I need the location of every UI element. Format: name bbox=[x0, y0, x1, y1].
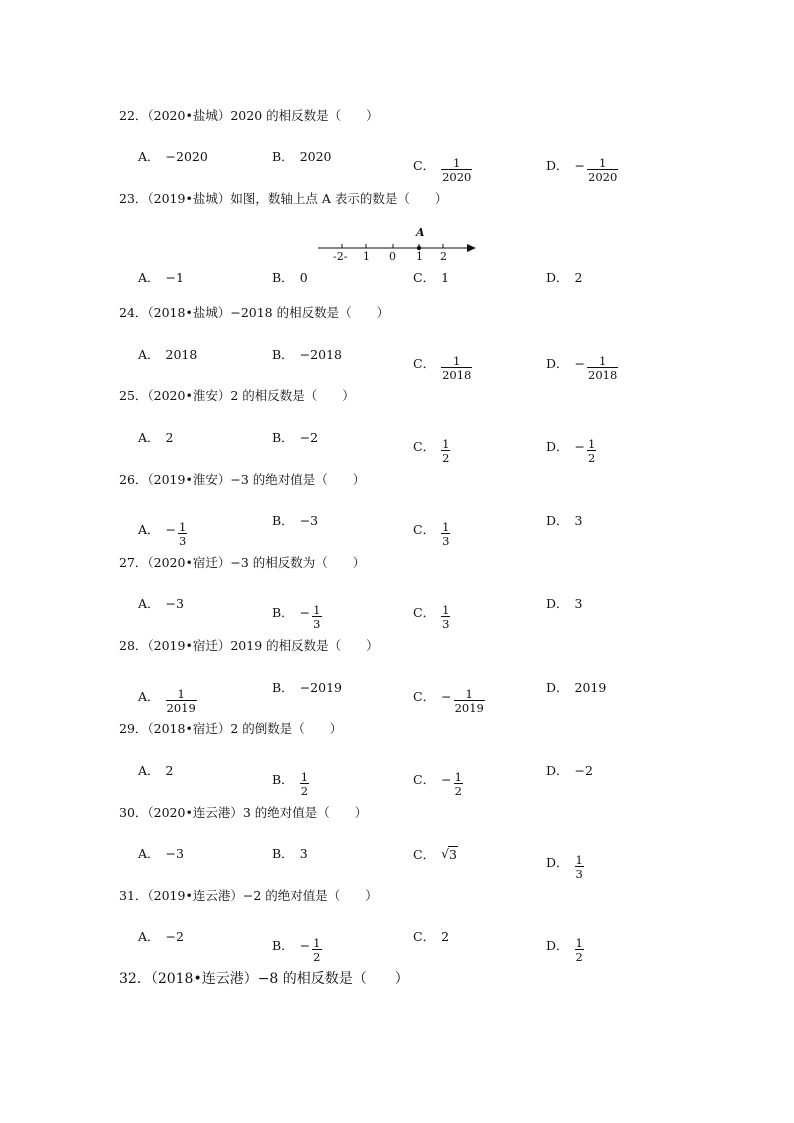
fraction-numerator: 1 bbox=[453, 156, 461, 170]
option-a bbox=[138, 929, 184, 945]
number-line-figure bbox=[316, 222, 486, 262]
option-label: D． bbox=[546, 596, 569, 611]
option-label: D． bbox=[546, 855, 569, 870]
fraction-denominator: 3 bbox=[442, 534, 450, 548]
fraction bbox=[300, 771, 309, 797]
option-label: D． bbox=[546, 938, 569, 953]
option-a bbox=[138, 846, 184, 862]
question-26-options bbox=[0, 513, 794, 548]
question-24-stem: 24．（2018•盐城）−2018 的相反数是（ ） bbox=[119, 305, 390, 320]
option-c bbox=[413, 270, 449, 286]
option-a bbox=[138, 347, 197, 363]
option-label: C． bbox=[413, 522, 436, 537]
fraction-numerator: 1 bbox=[598, 354, 607, 368]
fraction-numerator: 1 bbox=[575, 853, 583, 867]
option-label: B． bbox=[272, 680, 294, 695]
option-value: 2018 bbox=[165, 347, 198, 362]
fraction bbox=[441, 521, 450, 547]
option-value: 2 bbox=[165, 430, 174, 445]
radicand: 3 bbox=[449, 847, 457, 862]
option-label: D． bbox=[546, 439, 569, 454]
fraction-denominator: 3 bbox=[179, 534, 187, 548]
option-b bbox=[272, 270, 308, 286]
option-label: A． bbox=[138, 689, 160, 704]
option-a bbox=[138, 596, 184, 612]
fraction-numerator: 1 bbox=[465, 687, 473, 701]
fraction-denominator: 2 bbox=[300, 784, 309, 798]
fraction-denominator: 2 bbox=[442, 451, 450, 465]
option-d bbox=[546, 846, 584, 880]
fraction-denominator: 2 bbox=[454, 784, 462, 798]
option-c bbox=[413, 846, 458, 863]
option-d bbox=[546, 149, 618, 183]
option-label: C． bbox=[413, 689, 436, 704]
option-a bbox=[138, 680, 197, 714]
question-27-stem: 27．（2020•宿迁）−3 的相反数为（ ） bbox=[119, 555, 366, 570]
fraction bbox=[454, 688, 485, 714]
option-d bbox=[546, 347, 618, 381]
option-label: D． bbox=[546, 158, 569, 173]
option-value: 1 bbox=[441, 270, 450, 285]
option-b bbox=[272, 596, 322, 630]
fraction-denominator: 2 bbox=[313, 950, 321, 964]
option-label: B． bbox=[272, 605, 294, 620]
fraction-numerator: 1 bbox=[442, 437, 450, 451]
option-b bbox=[272, 846, 308, 862]
tick-label: 1 bbox=[363, 250, 370, 262]
option-b bbox=[272, 430, 318, 446]
fraction-numerator: 1 bbox=[588, 437, 596, 451]
question-28-stem: 28．（2019•宿迁）2019 的相反数是（ ） bbox=[119, 638, 379, 653]
option-label: B． bbox=[272, 347, 294, 362]
option-value: 2020 bbox=[299, 149, 332, 164]
option-label: D． bbox=[546, 513, 569, 528]
option-a bbox=[138, 149, 208, 165]
option-value: 0 bbox=[299, 270, 308, 285]
option-a bbox=[138, 513, 187, 547]
option-label: C． bbox=[413, 772, 436, 787]
minus-sign: − bbox=[574, 356, 586, 371]
question-27-options bbox=[0, 596, 794, 631]
fraction bbox=[178, 521, 187, 547]
option-label: C． bbox=[413, 439, 436, 454]
option-label: C． bbox=[413, 605, 436, 620]
fraction-numerator: 1 bbox=[179, 520, 187, 534]
option-label: A． bbox=[138, 347, 160, 362]
fraction-numerator: 1 bbox=[575, 936, 583, 950]
option-label: D． bbox=[546, 763, 569, 778]
fraction-denominator: 2020 bbox=[588, 170, 618, 184]
option-b bbox=[272, 763, 309, 797]
option-value: 3 bbox=[574, 596, 583, 611]
fraction-denominator: 2 bbox=[575, 950, 583, 964]
option-value: 2 bbox=[574, 270, 583, 285]
option-value: −3 bbox=[299, 513, 319, 528]
option-d bbox=[546, 513, 582, 529]
option-c bbox=[413, 347, 472, 381]
option-c bbox=[413, 763, 463, 797]
option-label: B． bbox=[272, 513, 294, 528]
option-value: −2020 bbox=[165, 149, 208, 164]
question-31-stem: 31．（2019•连云港）−2 的绝对值是（ ） bbox=[119, 888, 378, 903]
question-29-options bbox=[0, 763, 794, 798]
option-label: A． bbox=[138, 270, 160, 285]
fraction bbox=[454, 771, 463, 797]
question-22-stem: 22．（2020•盐城）2020 的相反数是（ ） bbox=[119, 108, 379, 123]
option-label: B． bbox=[272, 846, 294, 861]
fraction-numerator: 1 bbox=[442, 603, 450, 617]
fraction-numerator: 1 bbox=[442, 520, 450, 534]
axis-arrow-icon bbox=[467, 244, 476, 252]
fraction-denominator: 2018 bbox=[588, 368, 618, 382]
tick-label: 2 bbox=[440, 250, 447, 262]
option-c bbox=[413, 596, 450, 630]
option-label: C． bbox=[413, 356, 436, 371]
question-31-options bbox=[0, 929, 794, 964]
option-label: A． bbox=[138, 430, 160, 445]
fraction bbox=[575, 854, 584, 880]
fraction bbox=[587, 355, 618, 381]
fraction bbox=[312, 937, 321, 963]
option-value: −2019 bbox=[299, 680, 342, 695]
option-label: D． bbox=[546, 270, 569, 285]
option-label: B． bbox=[272, 430, 294, 445]
option-label: A． bbox=[138, 149, 160, 164]
fraction-denominator: 2019 bbox=[166, 701, 196, 715]
option-d bbox=[546, 270, 582, 286]
fraction-denominator: 3 bbox=[575, 867, 583, 881]
tick-label: 1 bbox=[416, 250, 423, 262]
question-24-options bbox=[0, 347, 794, 382]
option-value: −2 bbox=[299, 430, 319, 445]
minus-sign: − bbox=[574, 439, 586, 454]
option-value: −1 bbox=[165, 270, 184, 285]
option-label: D． bbox=[546, 680, 569, 695]
option-label: B． bbox=[272, 270, 294, 285]
minus-sign: − bbox=[441, 772, 452, 787]
minus-sign: − bbox=[299, 605, 311, 620]
fraction-numerator: 1 bbox=[598, 156, 607, 170]
option-value: −3 bbox=[165, 596, 184, 611]
option-value: 3 bbox=[299, 846, 308, 861]
option-d bbox=[546, 929, 584, 963]
minus-sign: − bbox=[165, 522, 177, 537]
option-c bbox=[413, 680, 485, 714]
option-value: −2 bbox=[574, 763, 593, 778]
fraction bbox=[587, 157, 618, 183]
fraction-denominator: 2020 bbox=[442, 170, 472, 184]
option-value: 2 bbox=[441, 929, 450, 944]
option-b bbox=[272, 929, 322, 963]
fraction-numerator: 1 bbox=[454, 770, 462, 784]
fraction bbox=[312, 604, 321, 630]
radical-sign-icon: √ bbox=[441, 846, 450, 861]
option-value: 2019 bbox=[574, 680, 607, 695]
option-d bbox=[546, 763, 593, 779]
square-root bbox=[441, 846, 458, 863]
option-label: C． bbox=[413, 158, 436, 173]
option-c bbox=[413, 430, 450, 464]
option-c bbox=[413, 513, 450, 547]
fraction-denominator: 3 bbox=[442, 617, 450, 631]
fraction bbox=[575, 937, 584, 963]
question-25-options bbox=[0, 430, 794, 465]
option-label: A． bbox=[138, 846, 160, 861]
question-25-stem: 25．（2020•淮安）2 的相反数是（ ） bbox=[119, 388, 355, 403]
option-label: C． bbox=[413, 846, 436, 862]
fraction-denominator: 3 bbox=[313, 617, 321, 631]
fraction bbox=[441, 438, 450, 464]
option-value: 3 bbox=[574, 513, 583, 528]
question-30-stem: 30．（2020•连云港）3 的绝对值是（ ） bbox=[119, 805, 368, 820]
option-label: B． bbox=[272, 772, 294, 787]
question-23-options bbox=[0, 270, 794, 300]
option-value: −3 bbox=[165, 846, 184, 861]
option-label: D． bbox=[546, 356, 569, 371]
question-29-stem: 29．（2018•宿迁）2 的倒数是（ ） bbox=[119, 721, 343, 736]
option-b bbox=[272, 149, 332, 165]
fraction bbox=[441, 604, 450, 630]
option-a bbox=[138, 430, 173, 446]
option-a bbox=[138, 763, 173, 779]
minus-sign: − bbox=[574, 158, 586, 173]
option-value: 2 bbox=[165, 763, 174, 778]
option-label: C． bbox=[413, 929, 436, 944]
question-30-options bbox=[0, 846, 794, 881]
fraction-numerator: 1 bbox=[313, 603, 321, 617]
option-label: A． bbox=[138, 596, 160, 611]
option-c bbox=[413, 149, 472, 183]
option-b bbox=[272, 347, 342, 363]
fraction-numerator: 1 bbox=[313, 936, 321, 950]
option-a bbox=[138, 270, 184, 286]
tick-label: 0 bbox=[389, 250, 396, 262]
option-d bbox=[546, 680, 606, 696]
option-value: −2 bbox=[165, 929, 184, 944]
question-23-stem: 23．（2019•盐城）如图，数轴上点 A 表示的数是（ ） bbox=[119, 191, 448, 206]
option-b bbox=[272, 513, 318, 529]
minus-sign: − bbox=[299, 938, 311, 953]
option-label: B． bbox=[272, 938, 294, 953]
fraction-denominator: 2 bbox=[588, 451, 596, 465]
fraction bbox=[441, 355, 472, 381]
option-d bbox=[546, 430, 596, 464]
option-c bbox=[413, 929, 449, 945]
minus-sign: − bbox=[441, 689, 452, 704]
option-b bbox=[272, 680, 342, 696]
option-label: B． bbox=[272, 149, 294, 164]
option-value: −2018 bbox=[299, 347, 342, 362]
question-28-options bbox=[0, 680, 794, 715]
question-26-stem: 26．（2019•淮安）−3 的绝对值是（ ） bbox=[119, 472, 366, 487]
fraction-numerator: 1 bbox=[453, 354, 461, 368]
option-label: A． bbox=[138, 522, 160, 537]
fraction bbox=[441, 157, 472, 183]
fraction-numerator: 1 bbox=[177, 687, 185, 701]
question-32-stem: 32．（2018•连云港）−8 的相反数是（ ） bbox=[119, 971, 409, 987]
option-d bbox=[546, 596, 582, 612]
fraction bbox=[166, 688, 197, 714]
question-22-options bbox=[0, 149, 794, 184]
tick-label: -2- bbox=[333, 250, 348, 262]
point-a-label: A bbox=[416, 226, 425, 239]
option-label: C． bbox=[413, 270, 436, 285]
option-label: A． bbox=[138, 763, 160, 778]
fraction-denominator: 2018 bbox=[442, 368, 472, 382]
fraction-numerator: 1 bbox=[300, 770, 309, 784]
fraction bbox=[587, 438, 596, 464]
fraction-denominator: 2019 bbox=[454, 701, 484, 715]
option-label: A． bbox=[138, 929, 160, 944]
